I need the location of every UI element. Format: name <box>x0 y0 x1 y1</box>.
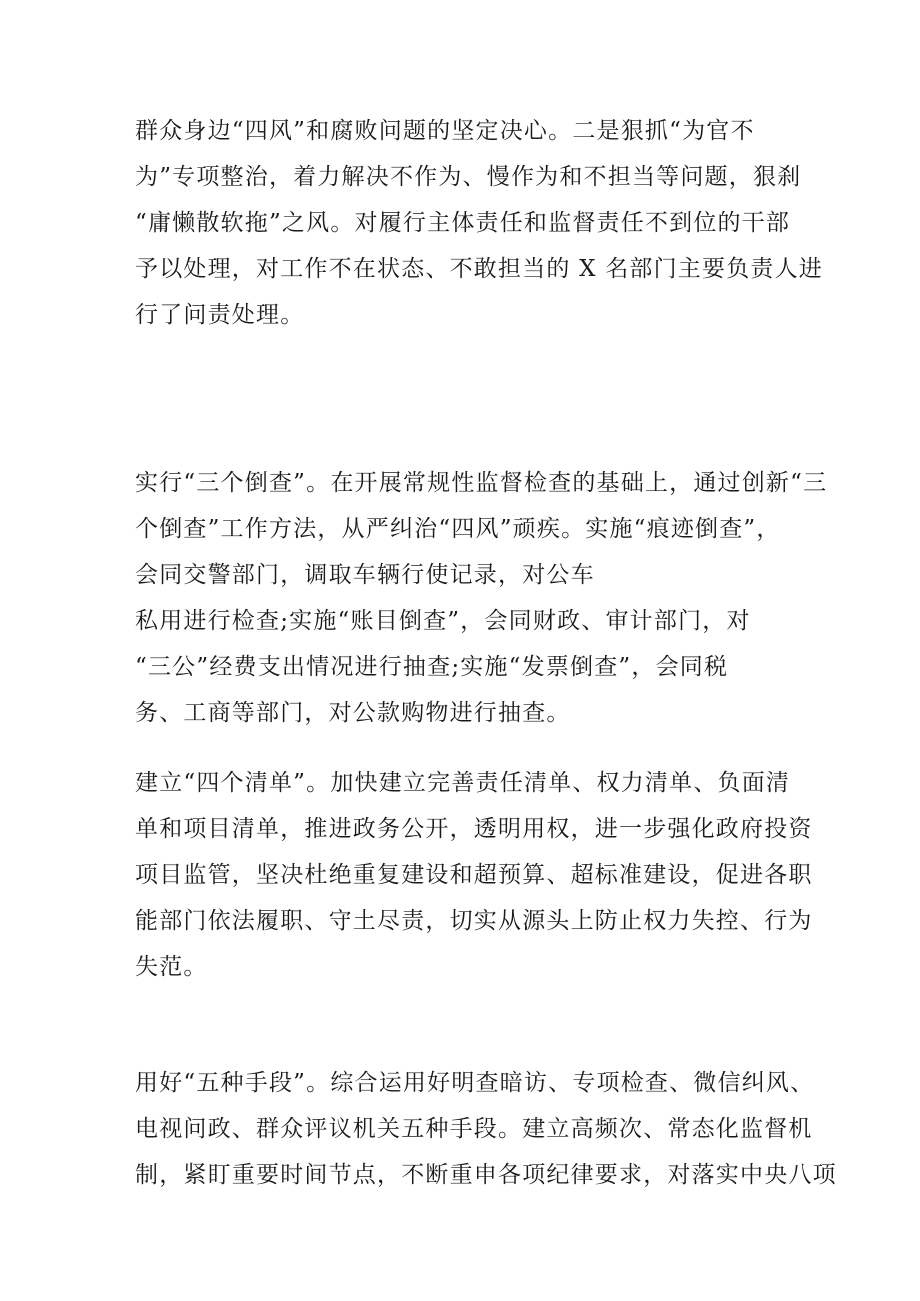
text-line: 用好“五种手段”。综合运用好明查暗访、专项检查、微信纠风、 <box>135 1070 815 1096</box>
text-line: 制，紧盯重要时间节点，不断重申各项纪律要求，对落实中央八项 <box>135 1162 837 1188</box>
text-line: 会同交警部门，调取车辆行使记录，对公车 <box>135 562 595 588</box>
text-line: “庸懒散软拖”之风。对履行主体责任和监督责任不到位的干部 <box>135 210 791 236</box>
text-line: “三公”经费支出情况进行抽查;实施“发票倒查”，会同税 <box>135 654 729 680</box>
text-line: 单和项目清单，推进政务公开，透明用权，进一步强化政府投资 <box>135 816 813 842</box>
paragraph-2 <box>135 460 828 736</box>
paragraph-4 <box>135 1060 837 1198</box>
text-line: 失范。 <box>135 954 208 980</box>
text-line: 项目监管，坚决杜绝重复建设和超预算、超标准建设，促进各职 <box>135 862 813 888</box>
text-line: 实行“三个倒查”。在开展常规性监督检查的基础上，通过创新“三 <box>135 470 828 496</box>
text-line: 行了问责处理。 <box>135 302 305 328</box>
text-line: 为”专项整治，着力解决不作为、慢作为和不担当等问题，狠刹 <box>135 164 802 190</box>
text-line: 私用进行检查;实施“账目倒查”，会同财政、审计部门，对 <box>135 608 751 634</box>
text-line: 电视问政、群众评议机关五种手段。建立高频次、常态化监督机 <box>135 1116 813 1142</box>
text-line: 予以处理，对工作不在状态、不敢担当的 X 名部门主要负责人进 <box>135 256 823 282</box>
paragraph-1 <box>135 108 823 338</box>
paragraph-3 <box>135 760 815 990</box>
text-line: 建立“四个清单”。加快建立完善责任清单、权力清单、负面清 <box>135 770 791 796</box>
text-line: 个倒查”工作方法，从严纠治“四风”顽疾。实施“痕迹倒查”， <box>135 516 781 542</box>
text-line: 能部门依法履职、守土尽责，切实从源头上防止权力失控、行为 <box>135 908 813 934</box>
text-line: 务、工商等部门，对公款购物进行抽查。 <box>135 700 571 726</box>
text-line: 群众身边“四风”和腐败问题的坚定决心。二是狠抓“为官不 <box>135 118 755 144</box>
